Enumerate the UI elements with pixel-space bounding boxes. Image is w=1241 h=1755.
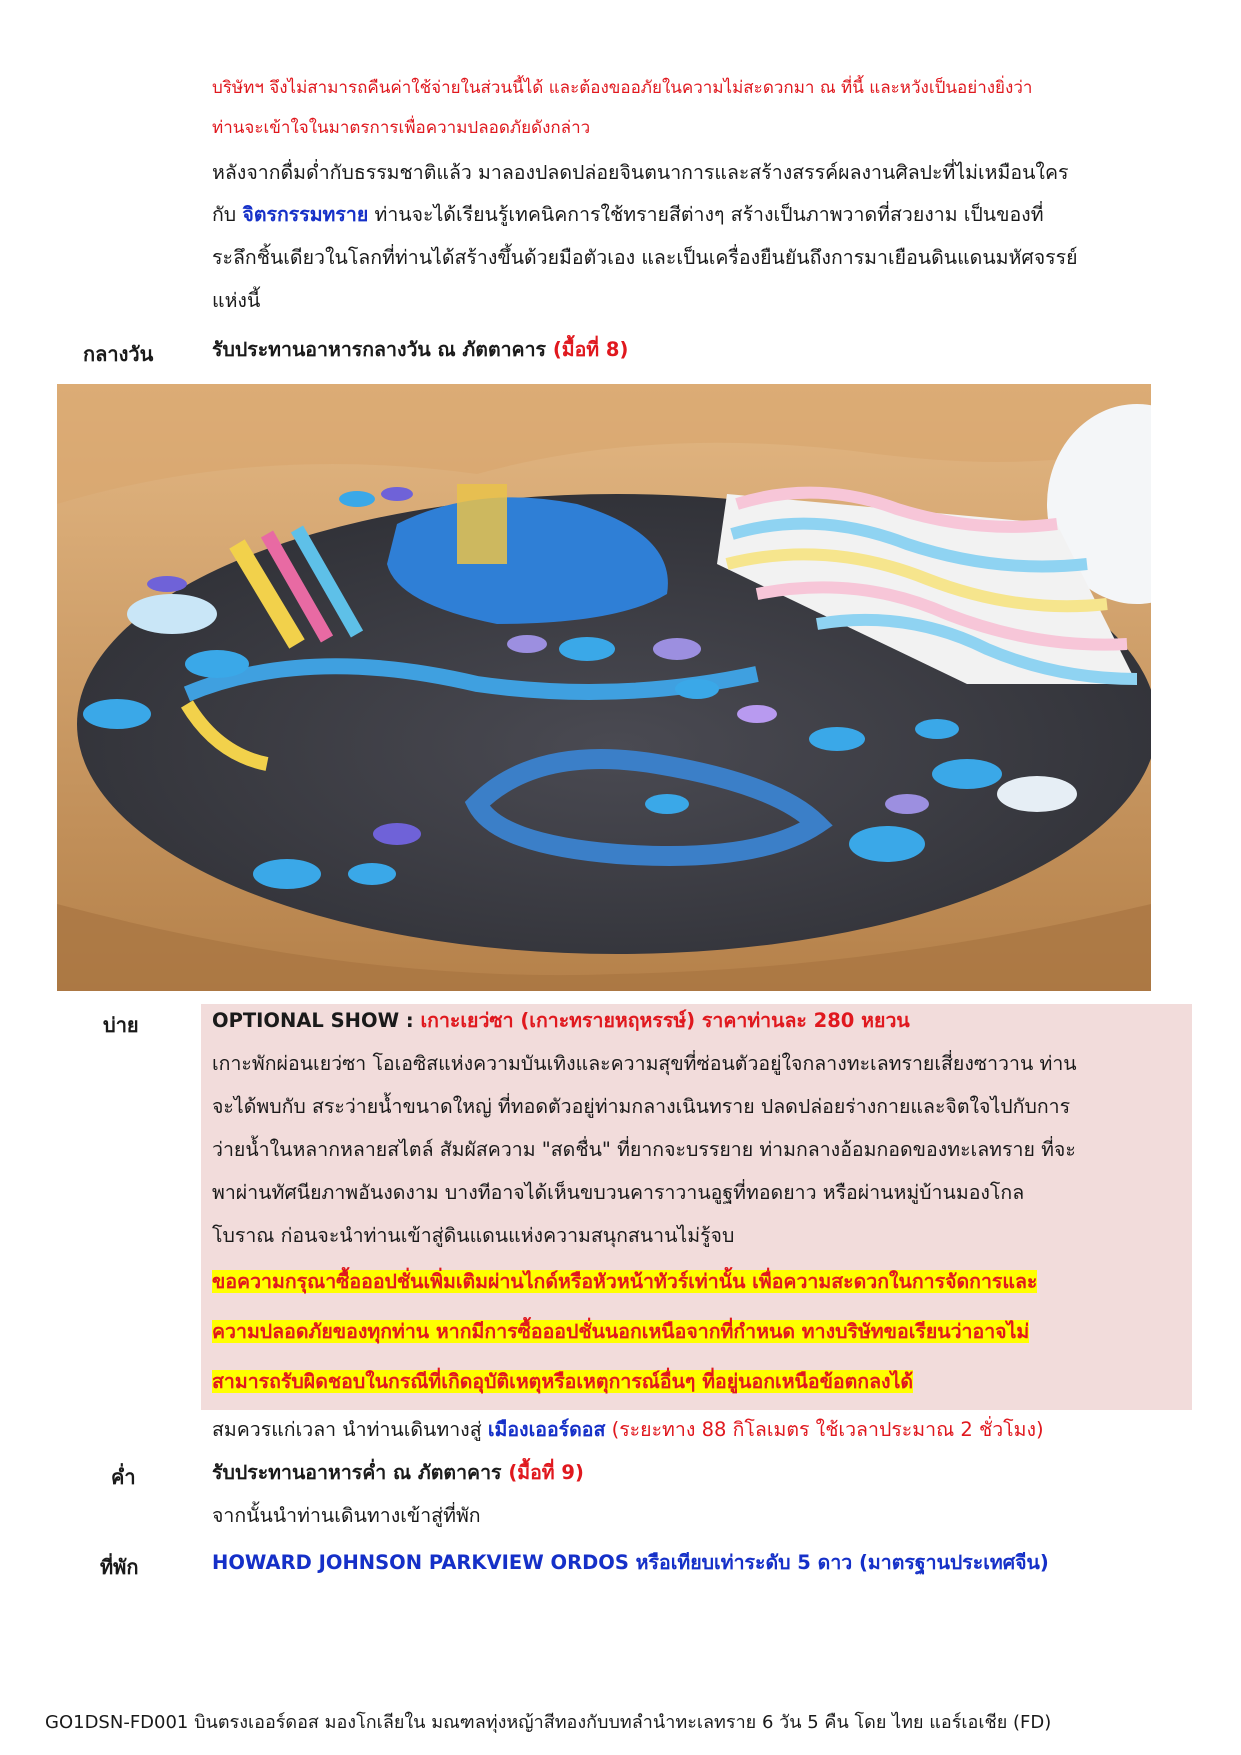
lunch-text: รับประทานอาหารกลางวัน ณ ภัตตาคาร [212, 338, 553, 361]
optional-desc-line-5: โบราณ ก่อนจะนำท่านเข้าสู่ดินแดนแห่งความสนุกสนานไม่รู้จบ [212, 1224, 735, 1247]
intro-paragraph-line-2 [212, 203, 1044, 226]
dinner-after-line: จากนั้นนำท่านเดินทางเข้าสู่ที่พัก [212, 1504, 481, 1527]
notice-line-1: บริษัทฯ จึงไม่สามารถคืนค่าใช้จ่ายในส่วนนี้ได้ และต้องขออภัยในความไม่สะดวกมา ณ ที่นี้ และหวังเป็นอย่างยิ่งว่า [212, 78, 1033, 98]
sand-painting-highlight: จิตรกรรมทราย [242, 203, 369, 226]
lunch-label: กลางวัน [83, 342, 154, 366]
optional-warning-line-3: สามารถรับผิดชอบในกรณีที่เกิดอุบัติเหตุหรือเหตุการณ์อื่นๆ ที่อยู่นอกเหนือข้อตกลงได้ [212, 1370, 914, 1393]
intro-paragraph-line-3: ระลึกชิ้นเดียวในโลกที่ท่านได้สร้างขึ้นด้วยมือตัวเอง และเป็นเครื่องยืนยันถึงการมาเยือนดินแดนมหัศจรรย์ [212, 246, 1078, 269]
optional-warning-line-2: ความปลอดภัยของทุกท่าน หากมีการซื้อออปชั่นนอกเหนือจากที่กำหนด ทางบริษัทขอเรียนว่าอาจไม่ [212, 1320, 1030, 1343]
water-park-photo [57, 384, 1151, 991]
intro-paragraph-suffix: ท่านจะได้เรียนรู้เทคนิคการใช้ทรายสีต่างๆ สร้างเป็นภาพวาดที่สวยงาม เป็นของที่ [368, 203, 1044, 226]
dinner-text: รับประทานอาหารค่ำ ณ ภัตตาคาร [212, 1461, 509, 1484]
hotel-label: ที่พัก [100, 1555, 139, 1579]
dinner-line [212, 1461, 584, 1484]
optional-warning-line-1: ขอความกรุณาซื้อออปชั่นเพิ่มเติมผ่านไกด์หรือหัวหน้าทัวร์เท่านั้น เพื่อความสะดวกในการจัดการและ [212, 1270, 1038, 1293]
optional-show-prefix: OPTIONAL SHOW : [212, 1009, 421, 1032]
optional-desc-line-2: จะได้พบกับ สระว่ายน้ำขนาดใหญ่ ที่ทอดตัวอยู่ท่ามกลางเนินทราย ปลดปล่อยร่างกายและจิตใจไปกับการ [212, 1095, 1071, 1118]
optional-desc-line-4: พาผ่านทัศนียภาพอันงดงาม บางทีอาจได้เห็นขบวนคาราวานอูฐที่ทอดยาว หรือผ่านหมู่บ้านมองโกล [212, 1181, 1025, 1204]
ordos-city: เมืองเออร์ดอส [487, 1418, 606, 1441]
dinner-meal-number: (มื้อที่ 9) [508, 1461, 584, 1484]
page-footer: GO1DSN-FD001 บินตรงเออร์ดอส มองโกเลียใน มณฑลทุ่งหญ้าสีทองกับบทลำนำทะเลทราย 6 วัน 5 คืน โดย ไทย แอร์เอเชีย (FD) [45, 1712, 1052, 1733]
optional-desc-line-1: เกาะพักผ่อนเยว่ซา โอเอซิสแห่งความบันเทิงและความสุขที่ซ่อนตัวอยู่ใจกลางทะเลทรายเสี่ยงซาวาน ท่าน [212, 1052, 1077, 1075]
notice-line-2: ท่านจะเข้าใจในมาตรการเพื่อความปลอดภัยดังกล่าว [212, 118, 591, 138]
travel-distance: (ระยะทาง 88 กิโลเมตร ใช้เวลาประมาณ 2 ชั่วโมง) [605, 1418, 1044, 1441]
optional-show-title: เกาะเยว่ซา (เกาะทรายหฤหรรษ์) ราคาท่านละ 280 หยวน [420, 1009, 910, 1032]
dinner-label: ค่ำ [111, 1465, 136, 1489]
travel-prefix: สมควรแก่เวลา นำท่านเดินทางสู่ [212, 1418, 488, 1441]
lunch-line [212, 338, 628, 361]
intro-paragraph-line-4: แห่งนี้ [212, 289, 261, 312]
optional-desc-line-3: ว่ายน้ำในหลากหลายสไตล์ สัมผัสความ "สดชื่น" ที่ยากจะบรรยาย ท่ามกลางอ้อมกอดของทะเลทราย ที่จะ [212, 1138, 1076, 1161]
lunch-meal-number: (มื้อที่ 8) [552, 338, 629, 361]
intro-paragraph-line-1: หลังจากดื่มด่ำกับธรรมชาติแล้ว มาลองปลดปล่อยจินตนาการและสร้างสรรค์ผลงานศิลปะที่ไม่เหมือนใคร [212, 161, 1069, 184]
hotel-name: HOWARD JOHNSON PARKVIEW ORDOS หรือเทียบเท่าระดับ 5 ดาว (มาตรฐานประเทศจีน) [212, 1551, 1049, 1574]
travel-line [212, 1418, 1044, 1441]
intro-paragraph-prefix: กับ [212, 203, 243, 226]
optional-show-heading [212, 1009, 910, 1032]
afternoon-label: บ่าย [103, 1013, 139, 1037]
